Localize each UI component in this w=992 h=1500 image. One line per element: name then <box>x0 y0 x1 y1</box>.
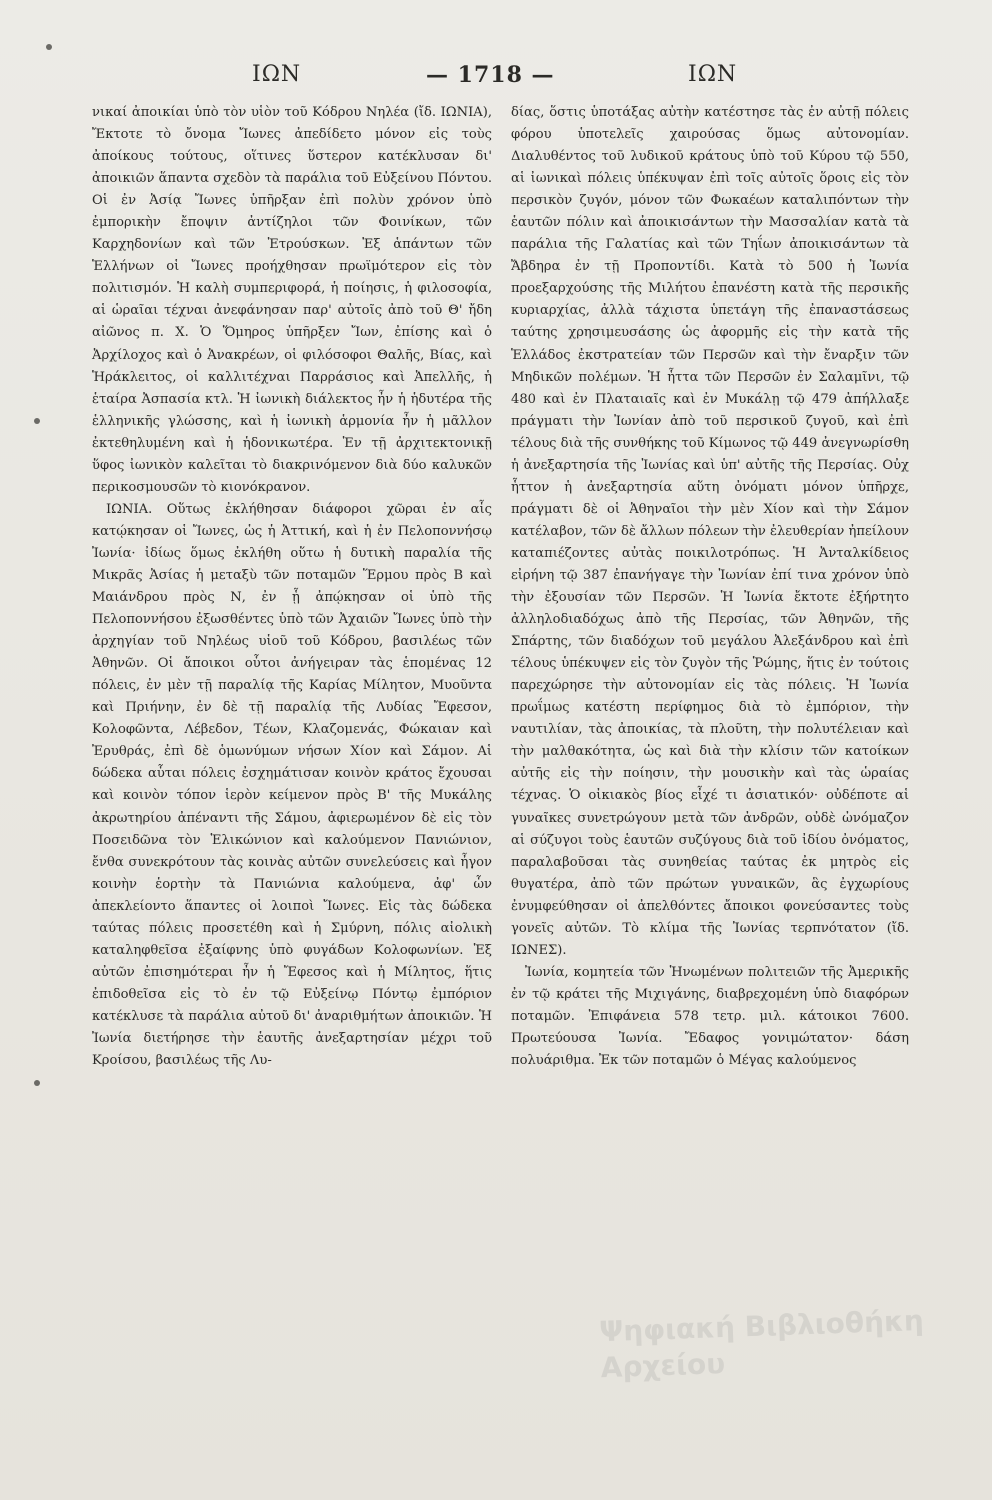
library-watermark: Ψηφιακή Βιβλιοθήκη Αρχείου <box>598 1303 925 1385</box>
left-column <box>92 102 492 1072</box>
margin-mark-dot <box>46 44 52 50</box>
left-paragraph-1: νικαί ἀποικίαι ὑπὸ τὸν υἱὸν τοῦ Κόδρου Νηλέα (ἴδ. ΙΩΝΙΑ), Ἔκτοτε τὸ ὄνομα Ἴωνες ἀπεδίδετο μόνον εἰς τοὺς ἀποίκους τούτους, οἵτινες ὕστερον κατέκλυσαν δι' ἀποικιῶν ἅπαντα σχεδὸν τὰ παράλια τοῦ Εὐξείνου Πόντου. Οἱ ἐν Ἀσίᾳ Ἴωνες ὑπῆρξαν ἐπὶ πολὺν χρόνον ὑπὸ ἐμπορικὴν ἔποψιν ἀντίζηλοι τῶν Φοινίκων, τῶν Καρχηδονίων καὶ τῶν Ἐτρούσκων. Ἐξ ἁπάντων τῶν Ἑλλήνων οἱ Ἴωνες προήχθησαν πρωϊμότερον εἰς τὸν πολιτισμόν. Ἡ καλὴ συμπεριφορά, ἡ ποίησις, ἡ φιλοσοφία, αἱ ὡραῖαι τέχναι ἀνεφάνησαν παρ' αὐτοῖς ἀπὸ τοῦ Θ' ἤδη αἰῶνος π. Χ. Ὁ Ὅμηρος ὑπῆρξεν Ἴων, ἐπίσης καὶ ὁ Ἀρχίλοχος καὶ ὁ Ἀνακρέων, οἱ φιλόσοφοι Θαλῆς, Βίας, καὶ Ἡράκλειτος, οἱ καλλιτέχναι Παρράσιος καὶ Ἀπελλῆς, ἡ ἑταίρα Ἀσπασία κτλ. Ἡ ἰωνικὴ διάλεκτος ἦν ἡ ἡδυτέρα τῆς ἑλληνικῆς γλώσσης, καὶ ἡ ἰωνικὴ ἁρμονία ἦν ἡ μᾶλλον ἐκτεθηλυμένη καὶ ἡ ἡδονικωτέρα. Ἐν τῇ ἀρχιτεκτονικῇ ὕφος ἰωνικὸν καλεῖται τὸ διακρινόμενον διὰ δύο καλυκῶν περικοσμουσῶν τὸ κιονόκρανον. <box>92 105 492 495</box>
left-paragraph-2: ΙΩΝΙΑ. Οὕτως ἐκλήθησαν διάφοροι χῶραι ἐν αἷς κατῴκησαν οἱ Ἴωνες, ὡς ἡ Ἀττική, καὶ ἡ ἐν Πελοποννήσῳ Ἰωνία· ἰδίως ὅμως ἐκλήθη οὕτω ἡ δυτικὴ παραλία τῆς Μικρᾶς Ἀσίας ἡ μεταξὺ τῶν ποταμῶν Ἕρμου πρὸς Β καὶ Μαιάνδρου πρὸς Ν, ἐν ᾗ ἀπῴκησαν οἱ ὑπὸ τῆς Πελοποννήσου ἐξωσθέντες ὑπὸ τῶν Ἀχαιῶν Ἴωνες ὑπὸ τὴν ἀρχηγίαν τοῦ Νηλέως υἱοῦ τοῦ Κόδρου, βασιλέως τῶν Ἀθηνῶν. Οἱ ἄποικοι οὗτοι ἀνήγειραν τὰς ἑπομένας 12 πόλεις, ἐν μὲν τῇ παραλίᾳ τῆς Καρίας Μίλητον, Μυοῦντα καὶ Πριήνην, ἐν δὲ τῇ παραλίᾳ τῆς Λυδίας Ἔφεσον, Κολοφῶντα, Λέβεδον, Τέων, Κλαζομενάς, Φώκαιαν καὶ Ἐρυθράς, ἐπὶ δὲ ὁμωνύμων νήσων Χίον καὶ Σάμον. Αἱ δώδεκα αὗται πόλεις ἐσχημάτισαν κοινὸν κράτος ἔχουσαι καὶ κοινὸν τόπον ἱερὸν κείμενον πρὸς Β' τῆς Μυκάλης ἀκρωτηρίου ἀπέναντι τῆς Σάμου, ἀφιερωμένον δὲ εἰς τὸν Ποσειδῶνα τὸν Ἑλικώνιον καὶ καλούμενον Πανιώνιον, ἔνθα συνεκρότουν τὰς κοινὰς αὐτῶν συνελεύσεις καὶ ἦγον κοινὴν ἑορτὴν τὰ Πανιώνια καλούμενα, ἀφ' ὧν ἀπεκλείοντο ἅπαντες οἱ λοιποὶ Ἴωνες. Εἰς τὰς δώδεκα ταύτας πόλεις προσετέθη καὶ ἡ Σμύρνη, πόλις αἰολικὴ καταληφθεῖσα ἐξαίφνης ὑπὸ φυγάδων Κολοφωνίων. Ἐξ αὐτῶν ἐπισημότεραι ἦν ἡ Ἔφεσος καὶ ἡ Μίλητος, ἥτις ἐπιδοθεῖσα εἰς τὸ ἐν τῷ Εὐξείνῳ Πόντῳ ἐμπόριον κατέκλυσε τὰ παράλια αὐτοῦ δι' ἀναριθμήτων ἀποικιῶν. Ἡ Ἰωνία διετήρησε τὴν ἑαυτῆς ἀνεξαρτησίαν μέχρι τοῦ Κροίσου, βασιλέως τῆς Λυ- <box>92 501 492 1069</box>
right-paragraph-1: δίας, ὅστις ὑποτάξας αὐτὴν κατέστησε τὰς ἐν αὐτῇ πόλεις φόρου ὑποτελεῖς χαιρούσας ὅμως αὐτονομίαν. Διαλυθέντος τοῦ λυδικοῦ κράτους ὑπὸ τοῦ Κύρου τῷ 550, αἱ ἰωνικαὶ πόλεις ὑπέκυψαν ἐπὶ τοῖς αὐτοῖς ὅροις εἰς τὸν περσικὸν ζυγόν, μόνον τῶν Φωκαέων καταλιπόντων τὴν ἑαυτῶν πόλιν καὶ ἀποικισάντων τὴν Μασσαλίαν κατὰ τὰ παράλια τῆς Γαλατίας καὶ τῶν Τηΐων ἀποικισάντων τὰ Ἄβδηρα ἐν τῇ Προποντίδι. Κατὰ τὸ 500 ἡ Ἰωνία προεξαρχούσης τῆς Μιλήτου ἐπανέστη κατὰ τῆς περσικῆς κυριαρχίας, ἀλλὰ τάχιστα ὑπετάγη τῆς ἐπαναστάσεως ταύτης χρησιμευσάσης ὡς ἀφορμῆς εἰς τὴν κατὰ τῆς Ἑλλάδος ἐκστρατείαν τῶν Περσῶν καὶ τὴν ἔναρξιν τῶν Μηδικῶν πολέμων. Ἡ ἧττα τῶν Περσῶν ἐν Σαλαμῖνι, τῷ 480 καὶ ἐν Πλαταιαῖς καὶ ἐν Μυκάλῃ τῷ 479 ἀπήλλαξε πράγματι τὴν Ἰωνίαν ἀπὸ τοῦ περσικοῦ ζυγοῦ, καὶ ἐπὶ τέλους διὰ τῆς συνθήκης τοῦ Κίμωνος τῷ 449 ἀνεγνωρίσθη ἡ ἀνεξαρτησία τῆς Ἰωνίας καὶ ὑπ' αὐτῆς τῆς Περσίας. Οὐχ ἧττον ἡ ἀνεξαρτησία αὕτη ὀνόματι μόνον ὑπῆρχε, πράγματι δὲ οἱ Ἀθηναῖοι τὴν μὲν Χίον καὶ τὴν Σάμον κατέλαβον, τῶν δὲ ἄλλων πόλεων τὴν ἐλευθερίαν ἠπείλουν καταπιέζοντες αὐτὰς ποικιλοτρόπως. Ἡ Ἀνταλκίδειος εἰρήνη τῷ 387 ἐπανήγαγε τὴν Ἰωνίαν ἐπί τινα χρόνον ὑπὸ τὴν ἐξουσίαν τῶν Περσῶν. Ἡ Ἰωνία ἔκτοτε ἐξήρτητο ἀλληλοδιαδόχως ἀπὸ τῆς Περσίας, τῶν Ἀθηνῶν, τῆς Σπάρτης, τῶν διαδόχων τοῦ μεγάλου Ἀλεξάνδρου καὶ ἐπὶ τέλους ὑπέκυψεν εἰς τὸν ζυγὸν τῆς Ῥώμης, ἥτις ἐν τούτοις παρεχώρησε τὴν αὐτονομίαν εἰς τὰς πόλεις. Ἡ Ἰωνία πρωΐμως κατέστη περίφημος διὰ τὸ ἐμπόριον, τὴν ναυτιλίαν, τὰς ἀποικίας, τὰ πλοῦτη, τὴν πολυτέλειαν καὶ τὴν μαλθακότητα, ὡς καὶ διὰ τὴν κλίσιν τῶν κατοίκων αὐτῆς εἰς τὴν ποίησιν, τὴν μουσικὴν καὶ τὰς ὡραίας τέχνας. Ὁ οἰκιακὸς βίος εἶχέ τι ἀσιατικόν· οὐδέποτε αἱ γυναῖκες συνετρώγουν μετὰ τῶν ἀνδρῶν, οὐδὲ ὠνόμαζον αἱ σύζυγοι τοὺς ἑαυτῶν συζύγους διὰ τοῦ ἰδίου ὀνόματος, παραλαβοῦσαι τὰς συνηθείας ταύτας ἐκ μητρὸς εἰς θυγατέρα, ἀπὸ τῶν πρώτων γυναικῶν, ἃς ἐγχωρίους ἐνυμφεύθησαν οἱ ἀπελθόντες ἄποικοι φονεύσαντες τοὺς γονεῖς αὐτῶν. Τὸ κλίμα τῆς Ἰωνίας τερπνότατον (ἴδ. ΙΩΝΕΣ). <box>511 105 909 958</box>
page-number: — 1718 — <box>426 62 555 88</box>
running-head-right: ΙΩΝ <box>688 62 738 87</box>
page-header <box>90 62 902 92</box>
margin-mark-dot <box>34 1080 40 1086</box>
right-column <box>511 102 909 1072</box>
margin-mark-dot <box>34 418 40 424</box>
right-paragraph-2: Ἰωνία, κομητεία τῶν Ἡνωμένων πολιτειῶν τῆς Ἀμερικῆς ἐν τῷ κράτει τῆς Μιχιγάνης, διαβρεχομένη ὑπὸ διαφόρων ποταμῶν. Ἐπιφάνεια 578 τετρ. μιλ. κάτοικοι 7600. Πρωτεύουσα Ἰωνία. Ἔδαφος γονιμώτατον· δάση πολυάριθμα. Ἐκ τῶν ποταμῶν ὁ Μέγας καλούμενος <box>511 964 909 1069</box>
running-head-left: ΙΩΝ <box>252 62 302 87</box>
